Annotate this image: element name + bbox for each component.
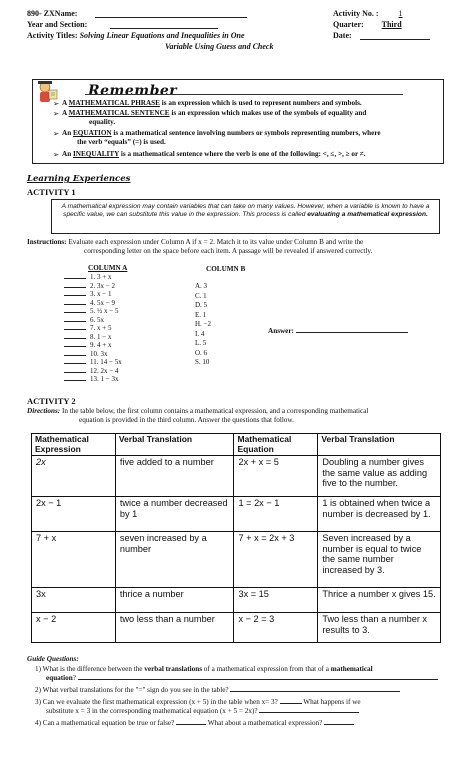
answer-blank[interactable] (64, 278, 86, 279)
guide-question-1-cont (46, 674, 438, 683)
guide-question-2 (35, 686, 400, 695)
activity-no (333, 9, 421, 19)
column-a-item (64, 307, 118, 315)
column-b-item: D. 5 (195, 301, 208, 309)
verbal-cell: two less than a number (115, 613, 234, 643)
remember-text: is a mathematical sentence involving numbers or symbols representing numbers, where (111, 129, 381, 137)
titles-value-2: Variable Using Guess and Check (165, 42, 274, 51)
expression-cell: 3x (32, 588, 116, 613)
column-a-item (64, 316, 104, 324)
answer-blank[interactable] (64, 287, 86, 288)
guide-question-3 (35, 698, 361, 707)
column-b-item: C. 1 (195, 291, 207, 300)
header-math-expression: Mathematical Expression (32, 434, 116, 456)
activity2-directions (27, 407, 368, 416)
quarter (333, 20, 418, 30)
remember-text: is an expression which is used to represent numbers and symbols. (159, 99, 362, 107)
column-b-item: E. 1 (195, 310, 207, 319)
q3-text: 3) Can we evaluate the first mathematical expression (x + 5) in the table when x= 3? (35, 698, 278, 706)
activity1-instructions (27, 238, 363, 247)
remember-term: MATHEMATICAL PHRASE (68, 99, 160, 107)
column-a-item (64, 299, 115, 307)
table-row (32, 532, 441, 588)
answer-line[interactable] (324, 724, 354, 725)
arrow-bullet-icon: ➢ (53, 150, 60, 159)
column-a-expression: 8. 1 − x (90, 332, 112, 341)
column-a-item (64, 324, 111, 332)
expression-cell: x − 2 (32, 613, 116, 643)
verbal-cell: five added to a number (115, 456, 234, 497)
column-a-item (64, 367, 118, 375)
table-row (32, 588, 441, 613)
verbal-equation-cell: 1 is obtained when twice a number is decreased by 1. (318, 497, 441, 532)
remember-term: EQUATION (73, 129, 112, 137)
column-a-item (64, 350, 108, 358)
name-label: ZXName: (43, 9, 78, 18)
column-a-expression: 2. 3x − 2 (90, 281, 115, 290)
q2-text: 2) What verbal translations for the "=" sign do you see in the table? (35, 686, 229, 694)
column-a-item (64, 341, 111, 349)
verbal-cell: twice a number decreased by 1 (115, 497, 234, 532)
directions-label: Directions: (27, 407, 61, 415)
answer-blank[interactable] (64, 312, 86, 313)
column-a-item (64, 358, 122, 366)
activity1-info-box (51, 199, 440, 234)
arrow-bullet-icon: ➢ (53, 99, 60, 108)
q1-bold-3: equation (46, 674, 73, 682)
remember-text: is a mathematical sentence where the verb is one of the following: <, ≤, >, ≥ or ≠. (119, 150, 366, 158)
answer-field[interactable] (268, 327, 408, 336)
q4-text-2: What about a mathematical expression? (207, 719, 323, 727)
column-a-item (64, 273, 111, 281)
date-line[interactable] (360, 39, 430, 40)
answer-blank[interactable] (64, 338, 86, 339)
verbal-equation-cell: Thrice a number x gives 15. (318, 588, 441, 613)
remember-item-phrase (62, 99, 442, 108)
answer-blank[interactable] (64, 346, 86, 347)
name-line[interactable] (95, 17, 247, 18)
translation-table (31, 433, 441, 643)
column-a-title: COLUMN A (88, 264, 128, 272)
answer-line[interactable] (280, 703, 302, 704)
learning-experiences-title: Learning Experiences (27, 174, 131, 184)
column-b-item: S. 10 (195, 358, 210, 366)
equation-cell: x − 2 = 3 (234, 613, 318, 643)
instructions-text: Evaluate each expression under Column A if x = 2. Match it to its value under Column B and write the (66, 238, 364, 246)
activity1-title: ACTIVITY 1 (27, 187, 76, 197)
worksheet-code: 890- (27, 9, 42, 18)
table-row (32, 456, 441, 497)
header-math-equation: Mathematical Equation (234, 434, 318, 456)
q1-text-2: of a mathematical expression from that of a (202, 665, 331, 673)
table-row (32, 497, 441, 532)
directions-text-2: equation is provided in the third column. Answer the questions that follow. (79, 416, 294, 424)
equation-cell: 2x + x = 5 (234, 456, 318, 497)
arrow-bullet-icon: ➢ (53, 129, 60, 138)
instructions-text-2: corresponding letter on the space before each item. A passage will be revealed if answered correctly. (84, 247, 373, 255)
verbal-cell: seven increased by a number (115, 532, 234, 588)
table-header-row (32, 434, 441, 456)
table-row (32, 613, 441, 643)
answer-blank[interactable] (64, 295, 86, 296)
remember-divider (85, 94, 403, 95)
verbal-equation-cell: Seven increased by a number is equal to twice the same number increased by 3. (318, 532, 441, 588)
q1-bold-2: mathematical (330, 665, 373, 673)
activity-no-value: 1 (398, 9, 403, 18)
remember-item-equation (62, 129, 442, 138)
column-b-title: COLUMN B (206, 265, 246, 273)
column-a-expression: 3. x − 1 (90, 290, 112, 298)
verbal-equation-cell: Doubling a number gives the same value as adding five to the number. (318, 456, 441, 497)
remember-term: MATHEMATICAL SENTENCE (68, 109, 170, 117)
section-line[interactable] (110, 28, 218, 29)
answer-blank[interactable] (64, 372, 86, 373)
column-a-expression: 12. 2x − 4 (90, 366, 119, 375)
q1-text: 1) What is the difference between the (35, 665, 145, 673)
column-b-item: H. −2 (195, 320, 212, 328)
arrow-bullet-icon: ➢ (53, 109, 60, 118)
quarter-label: Quarter: (333, 20, 364, 29)
guide-question-1 (35, 665, 373, 674)
column-b-item: O. 6 (195, 348, 208, 357)
titles-label: Activity Titles: (27, 31, 78, 40)
answer-line[interactable] (78, 679, 438, 680)
answer-line[interactable] (230, 691, 400, 692)
q3-text-3: substitute x = 3 in the corresponding mathematical equation (x + 5 = 2x)? (46, 707, 258, 715)
remember-text-cont: equality. (89, 118, 116, 126)
answer-line[interactable] (259, 712, 359, 713)
remember-text: is an expression which makes use of the symbols of equality and (169, 109, 367, 117)
q4-text: 4) Can a mathematical equation be true or false? (35, 719, 175, 727)
date-label: Date: (333, 31, 352, 40)
quarter-value: Third (381, 20, 402, 29)
answer-label: Answer: (268, 327, 294, 335)
column-a-expression: 9. 4 + x (90, 341, 112, 349)
remember-term: INEQUALITY (73, 150, 120, 158)
answer-blank[interactable] (64, 355, 86, 356)
column-a-expression: 10. 3x (90, 349, 108, 358)
answer-blank[interactable] (64, 304, 86, 305)
guide-question-3-cont (46, 707, 359, 716)
equation-cell: 3x = 15 (234, 588, 318, 613)
column-a-expression: 11. 14 − 5x (90, 358, 122, 366)
verbal-cell: thrice a number (115, 588, 234, 613)
remember-text-cont: the verb “equals” (=) is used. (77, 138, 166, 146)
column-a-expression: 1. 3 + x (90, 273, 112, 281)
remember-item-sentence (62, 109, 442, 118)
column-a-expression: 4. 5x − 9 (90, 298, 115, 307)
remember-prefix: An (62, 150, 73, 158)
remember-prefix: An (62, 129, 73, 137)
q3-text-2: What happens if we (303, 698, 361, 706)
remember-prefix: A (62, 99, 69, 107)
activity-titles (27, 31, 245, 41)
column-b-item: I. 4 (195, 329, 205, 338)
q1-mark: ? (72, 674, 76, 682)
column-b-item: A. 3 (195, 282, 208, 290)
section-label: Year and Section: (27, 20, 88, 29)
header-code (27, 9, 77, 19)
info-bold: evaluating a mathematical expression. (307, 211, 428, 219)
answer-line[interactable] (296, 332, 408, 333)
activity2-title: ACTIVITY 2 (27, 396, 76, 406)
info-text: A mathematical expression may contain variables that can take on many values. However, when a variable is known to have a specific value, we can substitute this value in the expression. This process is called (61, 203, 430, 219)
instructions-label: Instructions: (27, 238, 67, 246)
header-verbal-translation: Verbal Translation (115, 434, 234, 456)
answer-blank[interactable] (64, 321, 86, 322)
remember-prefix: A (62, 109, 69, 117)
titles-value-1: Solving Linear Equations and Inequalities in One (79, 31, 245, 40)
verbal-equation-cell: Two less than a number x results to 3. (318, 613, 441, 643)
answer-blank[interactable] (64, 363, 86, 364)
column-a-item (64, 333, 111, 341)
answer-blank[interactable] (64, 329, 86, 330)
guide-questions-title: Guide Questions: (27, 655, 79, 663)
answer-blank[interactable] (64, 380, 86, 381)
column-a-expression: 6. 5x (90, 315, 104, 324)
q1-bold: verbal translations (144, 665, 202, 673)
column-a-expression: 5. ½ x − 5 (90, 307, 119, 315)
remember-item-inequality (62, 150, 442, 159)
guide-question-4 (35, 719, 354, 728)
column-a-item (64, 375, 118, 383)
column-a-item (64, 282, 115, 290)
equation-cell: 1 = 2x − 1 (234, 497, 318, 532)
expression-cell: 7 + x (32, 532, 116, 588)
remember-title: Remember (88, 83, 178, 99)
expression-cell: 2x (32, 456, 116, 497)
equation-cell: 7 + x = 2x + 3 (234, 532, 318, 588)
expression-cell: 2x − 1 (32, 497, 116, 532)
activity-no-label: Activity No. : (333, 9, 379, 18)
answer-line[interactable] (176, 724, 206, 725)
column-a-expression: 13. 1 − 3x (90, 375, 119, 383)
column-a-item (64, 290, 111, 298)
column-a-expression: 7. x + 5 (90, 324, 112, 332)
column-b-item: L. 5 (195, 339, 207, 347)
header-verbal-translation-2: Verbal Translation (318, 434, 441, 456)
directions-text: In the table below, the first column contains a mathematical expression, and a corresponding mathematical (60, 407, 369, 415)
